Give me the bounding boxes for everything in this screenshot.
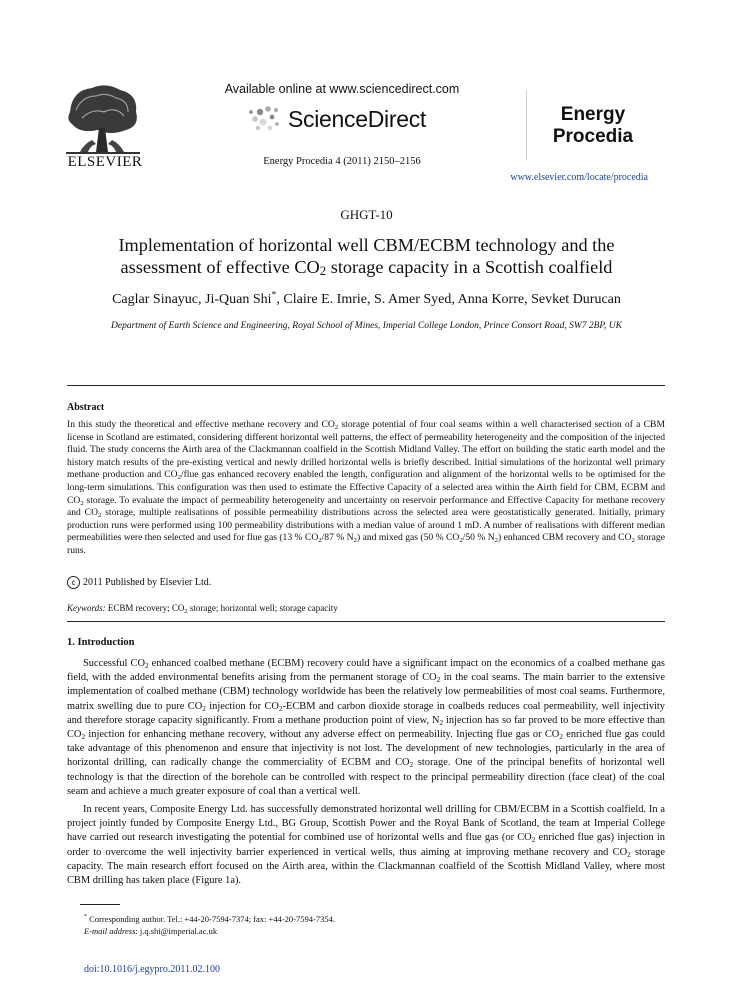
corresponding-author-mark[interactable]: * (271, 289, 277, 301)
journal-name-line2: Procedia (552, 126, 634, 147)
title-line-2: assessment of effective $CO_2$ storage capacity in a Scottish coalfield (120, 257, 613, 278)
sd-dot (249, 110, 253, 114)
sd-dot (274, 108, 278, 112)
author-list: Caglar Sinayuc, Ji-Quan Shi*, Claire E. Imrie, S. Amer Syed, Anna Korre, Sevket Durucan (112, 289, 621, 307)
sd-dot (270, 115, 275, 120)
paper-title (60, 234, 673, 278)
abstract-heading: Abstract (67, 402, 105, 413)
author-affiliation: Department of Earth Science and Engineering, Royal School of Mines, Imperial College London, Prince Consort Road, SW7 2BP, UK (111, 321, 622, 331)
journal-name-line1: Energy (560, 104, 626, 125)
sd-dot (265, 106, 271, 112)
footnote-divider (80, 904, 120, 905)
keywords-label: Keywords: (67, 603, 106, 613)
sd-dot (259, 118, 266, 125)
available-online-text: Available online at www.sciencedirect.com (224, 82, 460, 96)
copyright-line: c 2011 Published by Elsevier Ltd. (67, 576, 211, 589)
section-heading: 1. Introduction (67, 637, 135, 648)
email-link[interactable]: : j.q.shi@imperial.ac.uk (135, 926, 218, 936)
doi-link[interactable]: doi:10.1016/j.egypro.2011.02.100 (84, 964, 221, 975)
sd-dot (268, 126, 273, 131)
sd-dot (257, 109, 263, 115)
header-divider (67, 385, 665, 386)
copyright-icon: c (67, 576, 80, 589)
journal-url-link[interactable]: www.elsevier.com/locate/procedia (510, 172, 648, 183)
journal-citation: Energy Procedia 4 (2011) 2150–2156 (263, 156, 421, 167)
title-line-1: Implementation of horizontal well CBM/ECBM technology and the (118, 235, 615, 255)
sd-dot (252, 116, 258, 122)
intro-paragraph-2: In recent years, Composite Energy Ltd. has successfully demonstrated horizontal well drilling for CBM/ECBM in a Scottish coalfield. In a project jointly funded by Composite Energy Ltd., BG Group, Scottish Power and the Royal Bank of Scotland, the team at Imperial College have carried out research investigating the potential for combined use of horizontal wells and flue gas (or $CO_2$ enriched flue gas) injection in order to overcome the well injectivity barrier experienced in vertical wells, thus aiming at improving methane recovery and $CO_2$ storage capacity. The main research effort focused on the Airth area, within the Clackmannan coalfield of the Scottish Midland Valley, where most CBM drilling has taken place (Figure 1a). (67, 804, 665, 887)
sciencedirect-name: ScienceDirect (288, 106, 426, 132)
sd-dot (275, 122, 279, 126)
sd-dot (256, 126, 260, 130)
corresponding-author-footnote: * Corresponding author. Tel.: +44-20-7594-7374; fax: +44-20-7594-7354. (84, 914, 335, 924)
publisher-wordmark: ELSEVIER (67, 154, 143, 170)
abstract-body: In this study the theoretical and effective methane recovery and $CO_2$ storage potential of four coal seams within a well characterised section of a CBM license in Scotland are estimated, considering different horizontal well patterns, the effect of permeability heterogeneity and the composition of the injected fluid. The study concerns the Airth area of the Clackmannan coalfield in the Scottish Midland Valley. The effort on building the static earth model and the history match results of the pre-existing vertical and newly drilled horizontal wells is briefly described. Initial simulations of the horizontal well primary methane production and $CO_2$/flue gas enhanced recovery enabled the length, configuration and alignment of the horizontal wells to be optimised for the long-term simulations. This configuration was then used to estimate the Effective Capacity of a selected area within the Airth field for CBM, ECBM and $CO_2$ storage. To evaluate the impact of permeability heterogeneity and uncertainty on reservoir performance and Effective Capacity for methane recovery and $CO_2$ storage, multiple realisations of possible permeability distributions across the selected area were geostatistically generated. Initially, primary production runs were performed using 100 permeability distributions with a median value of around 1 mD. A number of realisations with different median permeabilities were then selected and used for flue gas (13 % $CO_2/87$ % $N_2$) and mixed gas (50 % $CO_2/50$ % $N_2$) enhanced CBM recovery and $CO_2$ storage runs. (67, 419, 665, 556)
keywords-divider (67, 621, 665, 622)
elsevier-tree-logo (62, 82, 144, 156)
keywords-line: Keywords: ECBM recovery; $CO_2$ storage; horizontal well; storage capacity (67, 603, 338, 615)
email-footnote: E-mail address: j.q.shi@imperial.ac.uk (84, 926, 218, 936)
conference-tag: GHGT-10 (340, 207, 393, 222)
intro-paragraph-1: Successful $CO_2$ enhanced coalbed methane (ECBM) recovery could have a significant impact on the economics of a coalbed methane gas field, with the added environmental benefits arising from the permanent storage of $CO_2$ in the coal seams. The main barrier to the extensive implementation of coalbed methane (CBM) technology worldwide has been the relatively low permeabilities of most coal seams. Furthermore, matrix swelling due to pure $CO_2$ injection for $CO_2$-ECBM and carbon dioxide storage in coalbeds reduces coal permeability, well injectivity and therefore storage capacity significantly. From a methane production point of view, $N_2$ injection has so far proved to be more effective than $CO_2$ injection for enhancing methane recovery, without any adverse effect on permeability. Injecting flue gas or $CO_2$ enriched flue gas could take advantage of this phenomenon and ensure that injectivity is not lost. The development of new technologies, particularly in the area of horizontal drilling, can radically change the commerciality of ECBM and $CO_2$ storage. One of the principal benefits of horizontal well technology is that the direction of the borehole can be controlled with respect to the principal permeability direction (face cleat) of the coal seam and achieve a much greater exposure of coal than a vertical well. (67, 658, 665, 797)
